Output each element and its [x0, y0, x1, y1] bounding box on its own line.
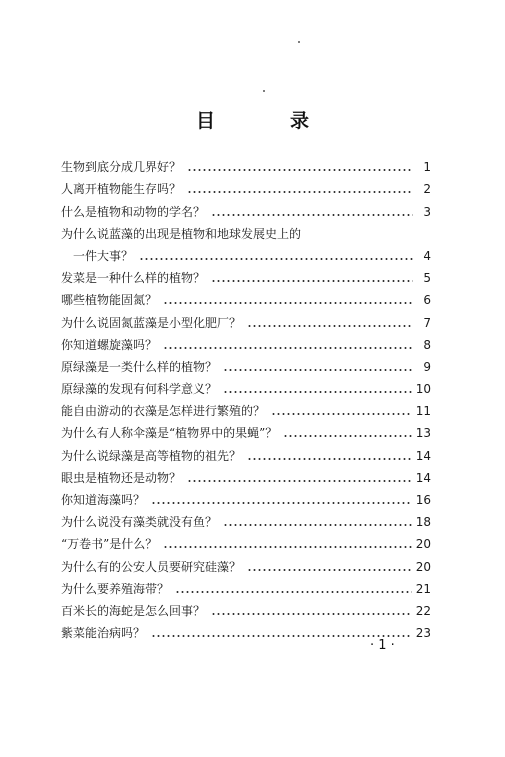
toc-entry: [61, 596, 431, 618]
toc-entry: [61, 352, 431, 374]
toc-entry-title: 人离开植物能生存吗？: [61, 182, 182, 197]
toc-leader-dots: [139, 258, 413, 260]
toc-entry: [61, 374, 431, 396]
toc-entry-continuation: [61, 241, 431, 263]
toc-entry-title: 为什么要养殖海带？: [61, 581, 170, 596]
toc-leader-dots: [187, 191, 413, 193]
page-title: 目 录: [195, 110, 337, 132]
toc-entry-title: 你知道海藻吗？: [61, 493, 146, 507]
toc-leader-dots: [247, 569, 412, 571]
toc-leader-dots: [151, 502, 412, 504]
toc-entry-title: 你知道螺旋藻吗？: [61, 337, 158, 352]
toc-entry-page: 18: [415, 515, 431, 530]
toc-leader-dots: [271, 413, 412, 415]
toc-entry: [61, 485, 431, 507]
toc-leader-dots: [163, 347, 413, 349]
toc-leader-dots: [223, 524, 412, 526]
toc-entry: [61, 396, 431, 418]
toc-entry-page: 1: [423, 160, 431, 175]
toc-entry-title: 为什么说绿藻是高等植物的祖先？: [61, 448, 242, 463]
toc-entry-page: 22: [415, 603, 431, 618]
toc-leader-dots: [163, 302, 413, 304]
toc-entry-title: “万卷书”是什么？: [61, 537, 158, 552]
toc-entry-title: 为什么有人称伞藻是“植物界中的果蝇”？: [61, 426, 278, 441]
toc-leader-dots: [187, 480, 412, 482]
toc-entry-page: 9: [423, 359, 431, 374]
toc-entry: [61, 263, 431, 285]
toc-entry-title: 为什么说没有藻类就没有鱼？: [61, 515, 218, 530]
toc-entry-page: 5: [423, 271, 431, 286]
toc-entry: [61, 330, 431, 352]
toc-leader-dots: [223, 391, 412, 393]
toc-entry-title: 为什么说蓝藻的出现是植物和地球发展史上的: [61, 226, 302, 241]
toc-entry: [61, 307, 431, 329]
toc-entry-title: 哪些植物能固氮？: [61, 293, 158, 308]
toc-leader-dots: [211, 280, 413, 282]
toc-entry-title: 紫菜能治病吗？: [61, 626, 146, 641]
toc-entry: [61, 440, 431, 462]
toc-entry-page: 20: [415, 537, 431, 552]
toc-leader-dots: [211, 613, 412, 615]
toc-entry: [61, 507, 431, 529]
toc-leader-dots: [223, 369, 413, 371]
page-number: · 1 ·: [370, 638, 395, 653]
toc-entry-page: 11: [415, 404, 431, 419]
toc-entry-title: 原绿藻是一类什么样的植物？: [61, 359, 218, 374]
toc-leader-dots: [247, 325, 413, 327]
toc-entry-page: 21: [415, 581, 431, 596]
toc-entry-page: 10: [415, 382, 431, 397]
toc-leader-dots: [151, 635, 412, 637]
toc-entry-page: 14: [415, 448, 431, 463]
toc-entry: [61, 418, 431, 440]
toc-entry-title: 百米长的海蛇是怎么回事？: [61, 603, 206, 618]
toc-entry-page: 20: [415, 559, 431, 574]
toc-entry: [61, 618, 431, 640]
toc-entry: [61, 574, 431, 596]
toc-entry-page: 8: [423, 337, 431, 352]
toc-entry-page: 14: [415, 470, 431, 485]
toc-entry-title: 什么是植物和动物的学名？: [61, 204, 206, 219]
toc-entry-page: 7: [423, 315, 431, 330]
toc-entry-title: 一件大事？: [73, 248, 134, 263]
toc-entry: [61, 152, 431, 174]
table-of-contents: [61, 152, 431, 640]
toc-entry-title: 为什么有的公安人员要研究硅藻？: [61, 559, 242, 574]
toc-entry-page: 3: [423, 204, 431, 219]
toc-entry-first-line: [61, 219, 431, 241]
toc-entry-title: 能自由游动的衣藻是怎样进行繁殖的？: [61, 404, 266, 419]
toc-entry: [61, 174, 431, 196]
scan-speck: [263, 90, 265, 92]
toc-entry-page: 16: [415, 493, 431, 507]
toc-entry-title: 发菜是一种什么样的植物？: [61, 271, 206, 286]
toc-entry: [61, 551, 431, 573]
toc-entry: [61, 529, 431, 551]
toc-leader-dots: [163, 546, 411, 548]
toc-leader-dots: [187, 169, 413, 171]
toc-entry-title: 生物到底分成几界好？: [61, 160, 182, 175]
toc-leader-dots: [247, 458, 412, 460]
toc-entry-title: 原绿藻的发现有何科学意义？: [61, 382, 218, 397]
toc-entry-page: 6: [423, 293, 431, 308]
toc-entry-page: 4: [423, 248, 431, 263]
toc-entry: [61, 463, 431, 485]
scan-speck: [298, 41, 300, 43]
toc-leader-dots: [283, 435, 411, 437]
toc-entry-page: 2: [423, 182, 431, 197]
toc-entry: [61, 285, 431, 307]
toc-entry-page: 13: [415, 426, 431, 441]
toc-entry: [61, 196, 431, 218]
toc-leader-dots: [175, 591, 412, 593]
toc-entry-page: 23: [415, 626, 431, 641]
toc-leader-dots: [211, 214, 413, 216]
toc-entry-title: 为什么说固氮蓝藻是小型化肥厂？: [61, 315, 242, 330]
toc-entry-title: 眼虫是植物还是动物？: [61, 470, 182, 485]
